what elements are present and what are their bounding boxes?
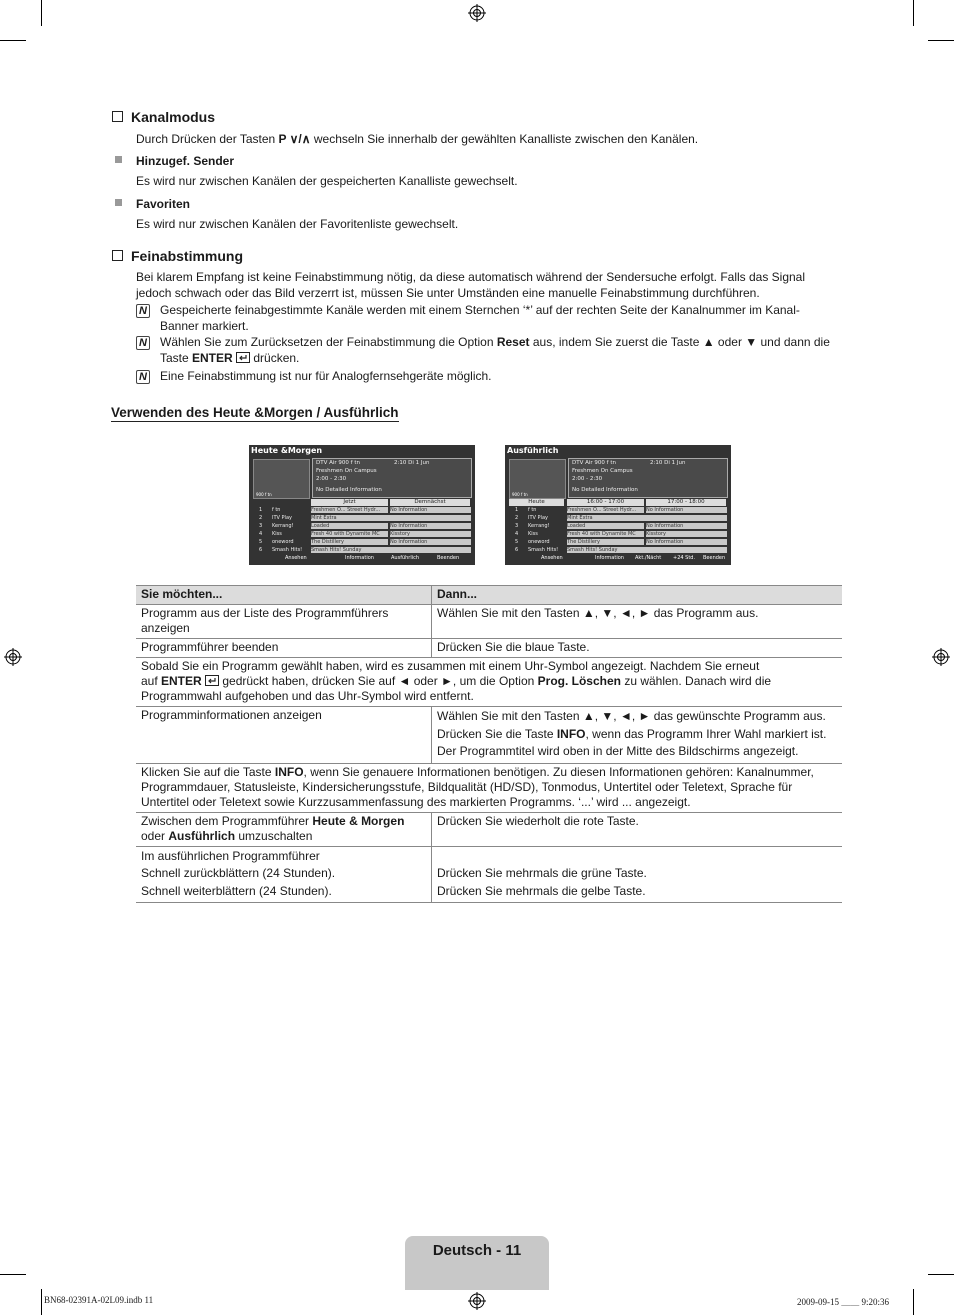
- cell-text: gedrückt haben, drücken Sie auf ◄ oder ►, um die Option: [219, 674, 538, 688]
- column-header: 16:00 - 17:00: [567, 499, 644, 506]
- table-cell: Drücken Sie wiederholt die rote Taste.: [432, 812, 843, 846]
- info-slot: 2:00 - 2:30: [316, 476, 347, 482]
- tv-screen-heute-morgen: [249, 445, 475, 565]
- note-2b-pre: Taste: [160, 351, 193, 365]
- note-icon: N: [136, 370, 150, 384]
- cell-bold: Heute & Morgen: [312, 813, 405, 828]
- table-row: [136, 639, 842, 658]
- guide-row[interactable]: [509, 547, 727, 554]
- note-2-bold: Reset: [496, 335, 530, 349]
- row-now[interactable]: Fresh 40 with Dynamite MC: [567, 531, 644, 537]
- cell-bold: INFO: [556, 726, 586, 741]
- bullet-square-icon: [115, 199, 122, 206]
- video-preview: [253, 459, 310, 499]
- note-2-pre: Wählen Sie zum Zurücksetzen der Feinabstimmung die Option: [160, 335, 497, 349]
- tv-screen-ausfuehrlich: [505, 445, 731, 565]
- info-slot: 2:00 - 2:30: [572, 476, 603, 482]
- crop-mark: [0, 40, 26, 41]
- program-info-box: [568, 458, 728, 498]
- column-header: 17:00 - 18:00: [646, 499, 726, 506]
- cell-line: Drücken Sie mehrmals die gelbe Taste.: [437, 883, 646, 898]
- table-row: [136, 707, 842, 764]
- feinabstimmung-title-text: Feinabstimmung: [131, 248, 244, 264]
- row-number: 1: [515, 507, 519, 513]
- info-time: 2:10 Di 1 Jun: [394, 460, 430, 466]
- cell-text: auf: [141, 674, 162, 688]
- footer-ausfuehrlich: Ausführlich: [391, 555, 420, 561]
- table-cell: Programmführer beenden: [136, 639, 432, 658]
- guide-row[interactable]: [509, 523, 727, 530]
- preview-channel: 900 f tn: [256, 492, 272, 497]
- row-now[interactable]: Loaded: [311, 523, 388, 529]
- row-channel: Smash Hits!: [528, 547, 559, 553]
- preview-channel: 900 f tn: [512, 492, 528, 497]
- cell-line: Wählen Sie mit den Tasten ▲, ▼, ◄, ► das gewünschte Programm aus.: [437, 709, 826, 723]
- row-channel: ITV Play: [272, 515, 292, 521]
- guide-row[interactable]: [509, 531, 727, 538]
- cell-text: , wenn das Programm Ihrer Wahl markiert ist.: [585, 726, 827, 741]
- intro-post: wechseln Sie innerhalb der gewählten Kanalliste zwischen den Kanälen.: [310, 132, 699, 146]
- registration-mark-icon: [468, 4, 486, 22]
- row-now[interactable]: Mint Extra: [567, 515, 727, 521]
- registration-mark-icon: [932, 648, 950, 666]
- info-time: 2:10 Di 1 Jun: [650, 460, 686, 466]
- item-text-hinzugef: Es wird nur zwischen Kanälen der gespeicherten Kanalliste gewechselt.: [136, 174, 518, 188]
- kanalmodus-title-text: Kanalmodus: [131, 109, 216, 125]
- row-number: 6: [515, 547, 519, 553]
- guide-row[interactable]: [253, 547, 471, 554]
- crop-mark: [0, 1274, 26, 1275]
- footer-beenden: Beenden: [703, 555, 726, 561]
- row-next[interactable]: Kisstory: [390, 531, 471, 537]
- row-channel: Kerrang!: [272, 523, 294, 529]
- column-header: Demnächst: [390, 499, 470, 506]
- instruction-table: [136, 585, 842, 903]
- info-desc: No Detailed Information: [572, 487, 638, 493]
- table-cell: [136, 846, 432, 903]
- cell-line: Schnell weiterblättern (24 Stunden).: [141, 883, 332, 898]
- intro-pre: Durch Drücken der Tasten: [136, 132, 279, 146]
- guide-row[interactable]: [509, 515, 727, 522]
- row-channel: f tn: [272, 507, 281, 513]
- row-number: 5: [515, 539, 519, 545]
- row-number: 4: [515, 531, 519, 537]
- cell-text: , wenn Sie genauere Informationen benötigen. Zu diesen Informationen gehören: Kanalnummer,: [303, 764, 814, 779]
- row-now[interactable]: Smash Hits! Sunday: [311, 547, 471, 553]
- row-channel: oneword: [528, 539, 550, 545]
- note-2-post: aus, indem Sie zuerst die Taste ▲ oder ▼ und dann die: [529, 335, 830, 349]
- item-label-favoriten: Favoriten: [136, 197, 191, 211]
- row-channel: Kiss: [528, 531, 538, 537]
- crop-mark: [913, 1289, 914, 1315]
- table-row: [136, 812, 842, 846]
- row-now[interactable]: Fresh 40 with Dynamite MC: [311, 531, 388, 537]
- row-now[interactable]: Mint Extra: [311, 515, 471, 521]
- row-number: 4: [259, 531, 263, 537]
- column-header: Jetzt: [311, 499, 388, 506]
- intro-keys: P ∨/∧: [278, 132, 311, 146]
- page-number: Deutsch - 11: [432, 1242, 522, 1259]
- note-icon: N: [136, 304, 150, 318]
- table-cell: [136, 812, 432, 846]
- row-next[interactable]: No Information: [390, 507, 471, 513]
- column-header: Heute: [509, 499, 564, 506]
- print-file-info: BN68-02391A-02L09.indb 11: [44, 1295, 154, 1305]
- table-header-row: [136, 586, 842, 605]
- info-program: Freshmen On Campus: [316, 468, 377, 474]
- note-icon: N: [136, 336, 150, 350]
- row-now[interactable]: The Distillery: [567, 539, 644, 545]
- crop-mark: [41, 1289, 42, 1315]
- table-row: [136, 763, 842, 812]
- cell-line: Untertitel oder Teletext sowie Kurzzusammenfassung des markierten Programms. ‘...’ wird ... angezeigt.: [141, 794, 691, 809]
- screen-title: Heute &Morgen: [251, 446, 323, 455]
- row-next[interactable]: No Information: [390, 539, 471, 545]
- guide-row[interactable]: [253, 539, 471, 546]
- row-channel: f tn: [528, 507, 537, 513]
- footer-ansehen: Ansehen: [541, 555, 563, 561]
- info-program: Freshmen On Campus: [572, 468, 633, 474]
- cell-line: Drücken Sie mehrmals die grüne Taste.: [437, 866, 647, 880]
- cell-line: anzeigen: [141, 621, 190, 635]
- table-cell: [432, 846, 843, 903]
- table-header: Sie möchten...: [136, 586, 432, 605]
- cell-text: oder: [141, 828, 169, 843]
- row-now[interactable]: Smash Hits! Sunday: [567, 547, 727, 553]
- row-number: 5: [259, 539, 263, 545]
- cell-bold: Prog. Löschen: [537, 674, 621, 688]
- note-1-line-2: Banner markiert.: [160, 319, 249, 333]
- info-channel: DTV Air 900 f tn: [572, 460, 616, 466]
- table-row: [136, 658, 842, 707]
- row-number: 1: [259, 507, 263, 513]
- cell-line: Sobald Sie ein Programm gewählt haben, wird es zusammen mit einem Uhr-Symbol angezeigt. Nachdem Sie erneut: [141, 659, 760, 673]
- row-next[interactable]: No Information: [646, 507, 727, 513]
- row-now[interactable]: Freshmen O... Street Hydr...: [311, 507, 388, 513]
- print-date-info: 2009-09-15 ＿＿ 9:20:36: [797, 1297, 889, 1307]
- cell-text: umzuschalten: [235, 828, 313, 843]
- cell-text: Zwischen dem Programmführer: [141, 813, 313, 828]
- section-heading: [111, 405, 399, 422]
- row-number: 2: [515, 515, 519, 521]
- cell-line: Programm aus der Liste des Programmführers: [141, 606, 389, 620]
- cell-bold: Ausführlich: [168, 828, 236, 843]
- registration-mark-icon: [468, 1292, 486, 1310]
- info-channel: DTV Air 900 f tn: [316, 460, 360, 466]
- feinabstimmung-para-1: Bei klarem Empfang ist keine Feinabstimmung nötig, da diese automatisch während der Sendersuche erfolgt. Falls das Signal: [136, 270, 806, 284]
- table-cell: [432, 707, 843, 764]
- table-cell: Drücken Sie die blaue Taste.: [432, 639, 843, 658]
- guide-row[interactable]: [253, 523, 471, 530]
- row-channel: oneword: [272, 539, 294, 545]
- footer-ansehen: Ansehen: [285, 555, 307, 561]
- row-number: 6: [259, 547, 263, 553]
- guide-row[interactable]: [253, 507, 471, 514]
- row-channel: Smash Hits!: [272, 547, 303, 553]
- row-number: 2: [259, 515, 263, 521]
- cell-bold: INFO: [274, 764, 304, 779]
- row-channel: Kiss: [272, 531, 282, 537]
- row-channel: ITV Play: [528, 515, 548, 521]
- table-cell-wide: [136, 658, 842, 707]
- page-number-tab: [405, 1236, 549, 1290]
- info-desc: No Detailed Information: [316, 487, 382, 493]
- table-row: [136, 846, 842, 903]
- row-number: 3: [515, 523, 519, 529]
- row-next[interactable]: Kisstory: [646, 531, 727, 537]
- cell-line: Schnell zurückblättern (24 Stunden).: [141, 866, 336, 880]
- table-row: [136, 605, 842, 639]
- program-info-box: [312, 458, 472, 498]
- checkbox-square-icon: [112, 250, 123, 261]
- row-next[interactable]: No Information: [646, 539, 727, 545]
- guide-row[interactable]: [509, 539, 727, 546]
- row-next[interactable]: No Information: [390, 523, 471, 529]
- cell-text: zu wählen. Danach wird die: [620, 674, 772, 688]
- row-now[interactable]: The Distillery: [311, 539, 388, 545]
- cell-text: Drücken Sie die Taste: [437, 726, 557, 741]
- checkbox-square-icon: [112, 111, 123, 122]
- guide-row[interactable]: [253, 515, 471, 522]
- kanalmodus-intro: [136, 131, 698, 147]
- footer-beenden: Beenden: [437, 555, 460, 561]
- section-title-kanalmodus: [112, 109, 215, 125]
- note-2b-bold: ENTER: [192, 351, 233, 365]
- table-cell-wide: [136, 763, 842, 812]
- feinabstimmung-para-2: jedoch schwach oder das Bild verzerrt ist, müssen Sie unter Umständen eine manuelle Feinabstimmung durchführen.: [136, 286, 760, 300]
- crop-mark: [928, 1274, 954, 1275]
- row-channel: Kerrang!: [528, 523, 550, 529]
- footer-information: Information: [345, 555, 374, 561]
- row-number: 3: [259, 523, 263, 529]
- cell-line: Programmdauer, Statusleiste, Kindersicherungsstufe, Bildqualität (HD/SD), Tonmodus, Untertitel oder Teletext, Sprache für: [141, 779, 793, 794]
- note-2-line-2: [160, 350, 299, 366]
- crop-mark: [928, 40, 954, 41]
- item-text-favoriten: Es wird nur zwischen Kanälen der Favoritenliste gewechselt.: [136, 217, 459, 231]
- cell-line: Programmwahl aufgehoben und das Uhr-Symbol wird entfernt.: [141, 689, 474, 703]
- table-header: Dann...: [432, 586, 843, 605]
- section-title-feinabstimmung: [112, 248, 243, 264]
- footer-plus24: +24 Std.: [673, 555, 696, 561]
- bullet-square-icon: [115, 156, 122, 163]
- crop-mark: [41, 0, 42, 26]
- cell-bold: ENTER: [161, 674, 202, 688]
- table-cell: [136, 605, 432, 639]
- footer-akt-naecht: Akt./Nächt: [635, 555, 662, 561]
- cell-text: Klicken Sie auf die Taste: [141, 764, 275, 779]
- item-label-hinzugef: Hinzugef. Sender: [136, 154, 235, 168]
- note-2b-post: drücken.: [250, 351, 300, 365]
- cell-line: Der Programmtitel wird oben in der Mitte des Bildschirms angezeigt.: [437, 744, 799, 758]
- guide-row[interactable]: [509, 507, 727, 514]
- cell-line: Im ausführlichen Programmführer: [141, 848, 320, 863]
- note-3: Eine Feinabstimmung ist nur für Analogfernsehgeräte möglich.: [160, 369, 492, 383]
- table-cell: Wählen Sie mit den Tasten ▲, ▼, ◄, ► das Programm aus.: [432, 605, 843, 639]
- screen-title: Ausführlich: [507, 446, 559, 455]
- enter-key-icon: [236, 352, 250, 363]
- crop-mark: [913, 0, 914, 26]
- enter-key-icon: [205, 675, 219, 686]
- row-now[interactable]: Freshmen O... Street Hydr...: [567, 507, 644, 513]
- note-2-line-1: [160, 334, 830, 350]
- table-cell: Programminformationen anzeigen: [136, 707, 432, 764]
- note-1-line-1: Gespeicherte feinabgestimmte Kanäle werden mit einem Sternchen ‘*’ auf der rechten Seite der Kanalnummer im Kanal-: [160, 303, 800, 317]
- row-next[interactable]: No Information: [646, 523, 727, 529]
- guide-row[interactable]: [253, 531, 471, 538]
- section-heading-text: Verwenden des Heute &Morgen / Ausführlich: [111, 405, 399, 420]
- row-now[interactable]: Loaded: [567, 523, 644, 529]
- registration-mark-icon: [4, 648, 22, 666]
- video-preview: [509, 459, 566, 499]
- footer-information: Information: [595, 555, 624, 561]
